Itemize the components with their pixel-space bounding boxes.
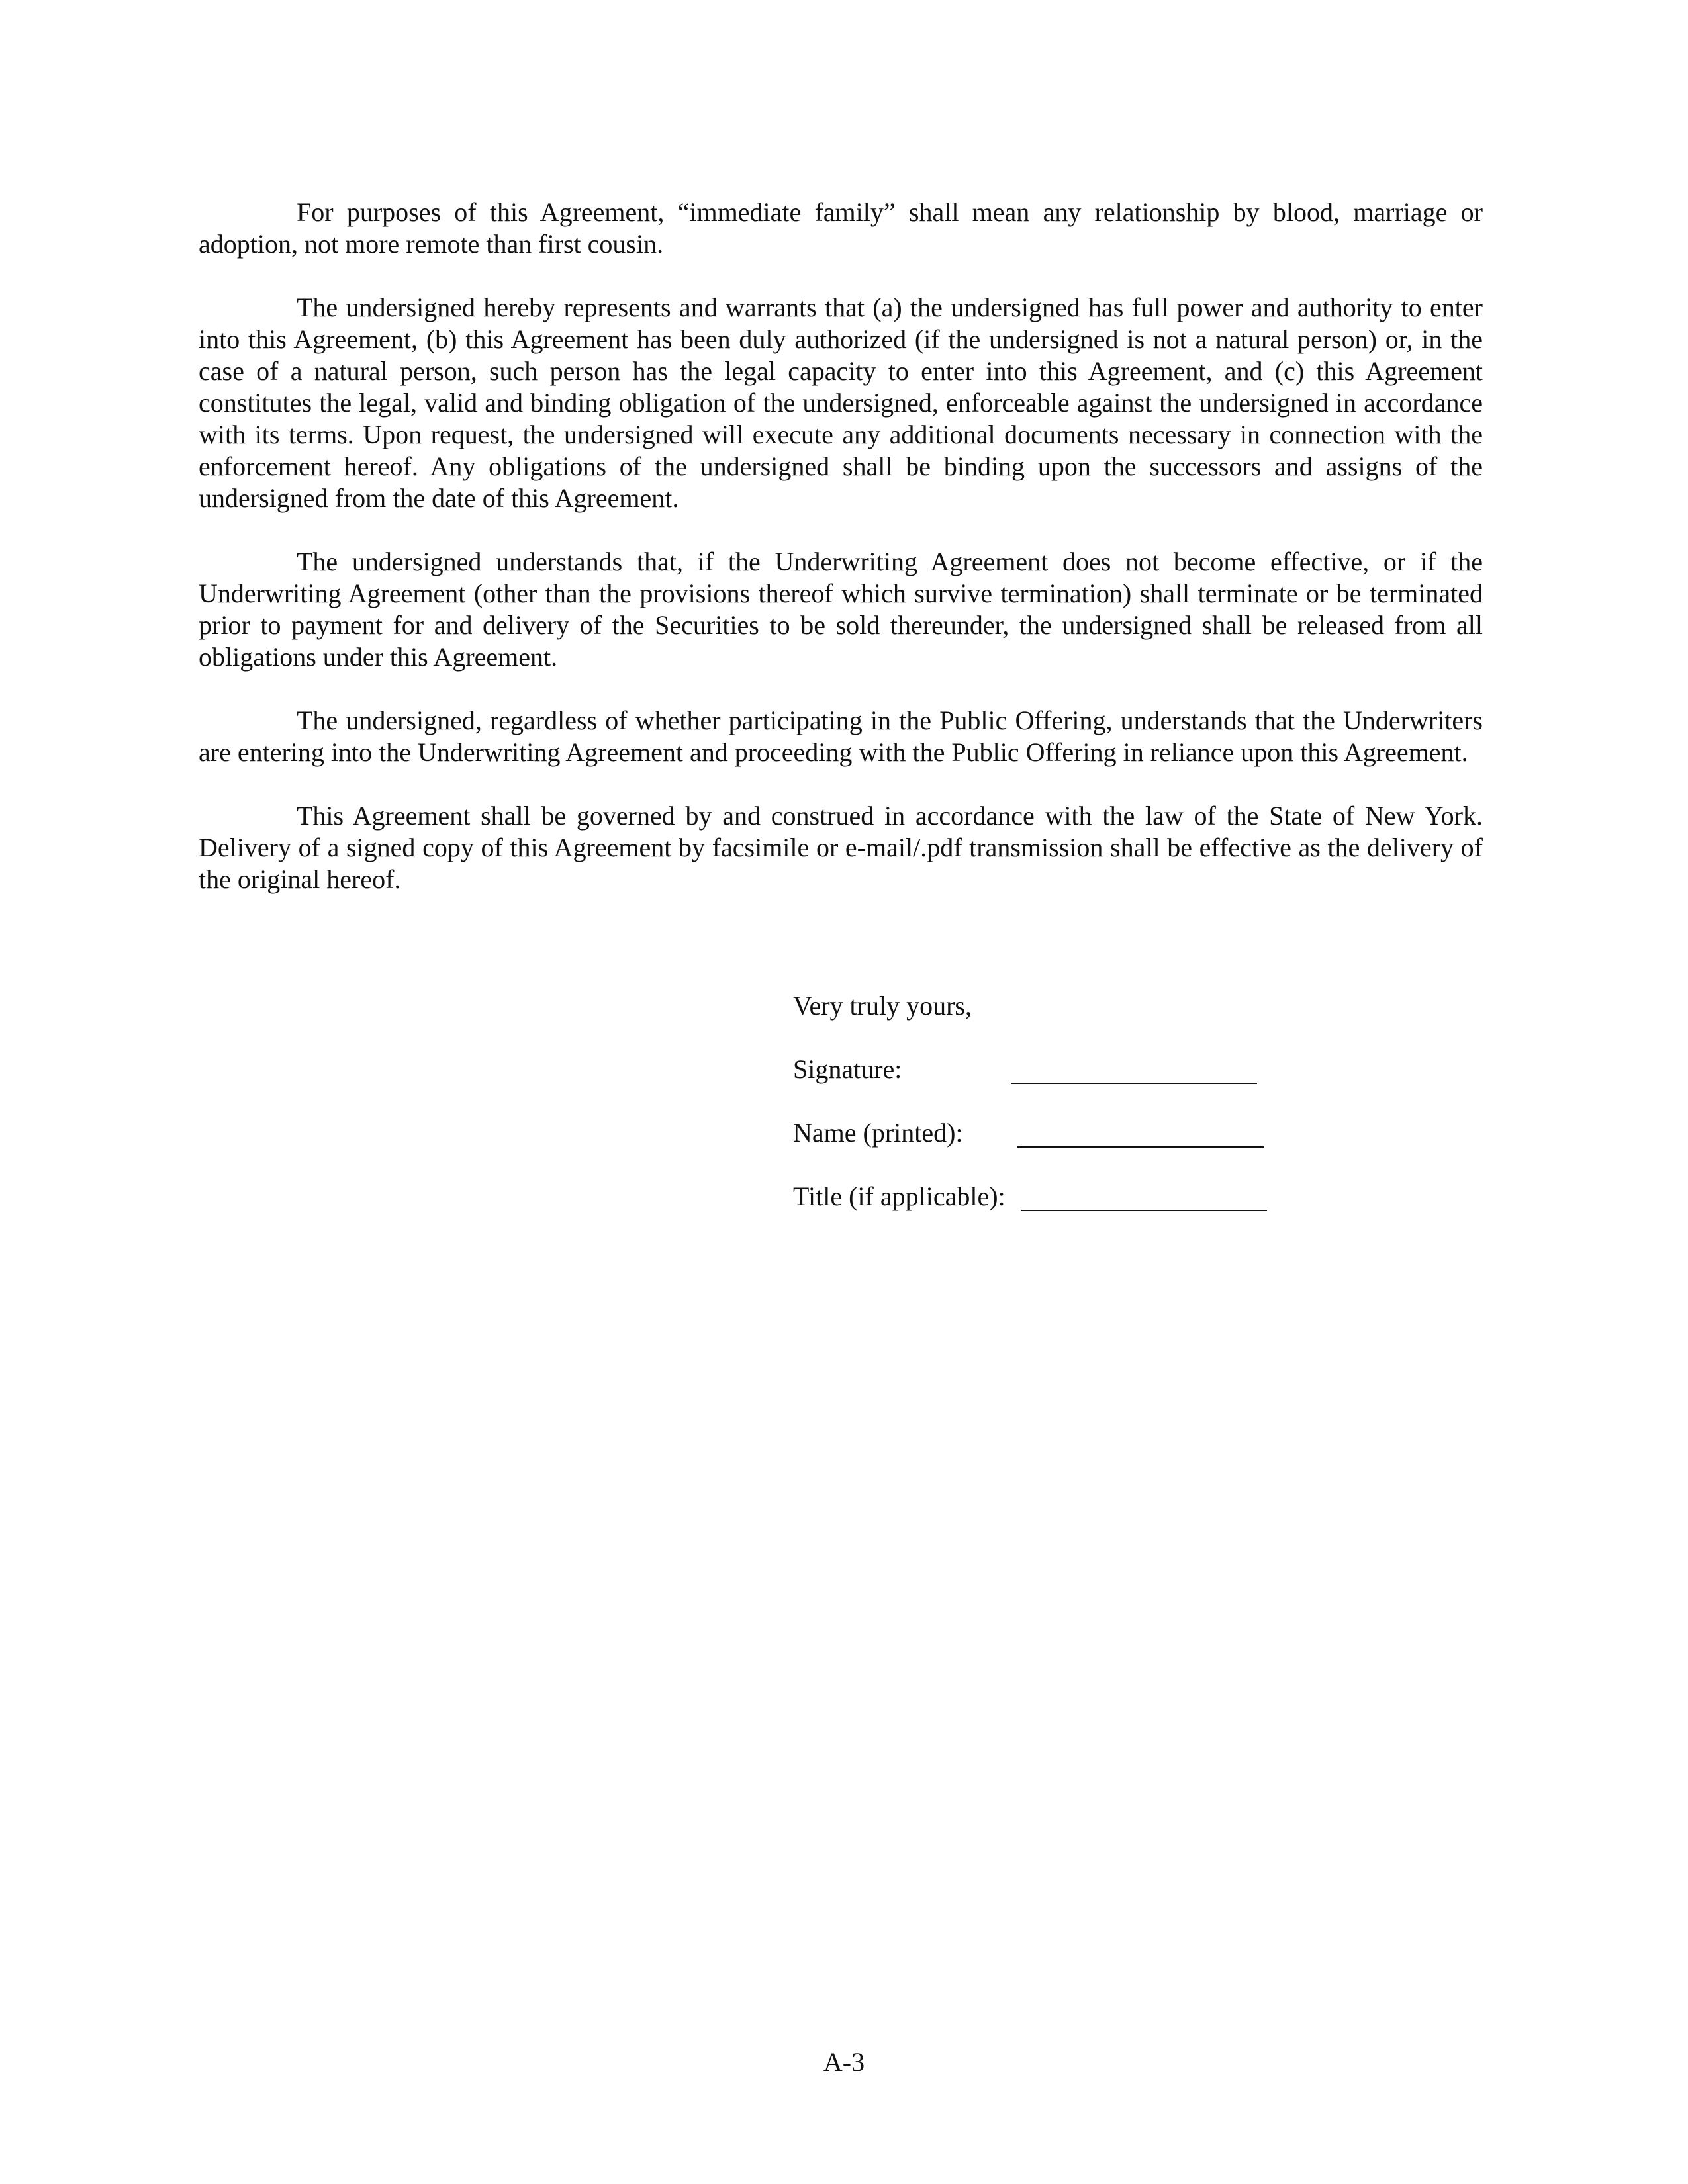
agreement-body <box>199 197 1483 927</box>
title-line <box>1021 1181 1267 1211</box>
paragraph-reliance: The undersigned, regardless of whether participating in the Public Offering, understands that the Underwriters are entering into the Underwriting Agreement and proceeding with the Public Offering in reliance upon this Agreement. <box>199 705 1483 767</box>
signature-line <box>1011 1054 1257 1084</box>
signature-block <box>793 990 1323 1244</box>
paragraph-representations: The undersigned hereby represents and warrants that (a) the undersigned has full power and authority to enter into this Agreement, (b) this Agreement has been duly authorized (if the undersigned is not a natural person) or, in the case of a natural person, such person has the legal capacity to enter into this Agreement, and (c) this Agreement constitutes the legal, valid and binding obligation of the undersigned, enforceable against the undersigned in accordance with its terms. Upon request, the undersigned will execute any additional documents necessary in connection with the enforcement hereof. Any obligations of the undersigned shall be binding upon the successors and assigns of the undersigned from the date of this Agreement. <box>199 293 1483 513</box>
title-label: Title (if applicable): <box>793 1181 1006 1211</box>
paragraph-immediate-family: For purposes of this Agreement, “immediate family” shall mean any relationship by blood, marriage or adoption, not more remote than first cousin. <box>199 197 1483 259</box>
page-number: A-3 <box>823 2047 865 2077</box>
signature-label: Signature: <box>793 1054 902 1084</box>
paragraph-governing-law: This Agreement shall be governed by and construed in accordance with the law of the State of New York. Delivery of a signed copy of this Agreement by facsimile or e-mail/.pdf transmission shall be effective as the delivery of the original hereof. <box>199 801 1483 894</box>
signature-row <box>793 1054 1323 1085</box>
name-label: Name (printed): <box>793 1118 963 1148</box>
closing-salutation: Very truly yours, <box>793 991 972 1021</box>
paragraph-termination: The undersigned understands that, if the Underwriting Agreement does not become effective, or if the Underwriting Agreement (other than the provisions thereof which survive termination) shall terminate or be terminated prior to payment for and delivery of the Securities to be sold thereunder, the undersigned shall be released from all obligations under this Agreement. <box>199 547 1483 672</box>
name-row <box>793 1117 1323 1149</box>
name-line <box>1017 1117 1264 1148</box>
title-row <box>793 1181 1323 1212</box>
